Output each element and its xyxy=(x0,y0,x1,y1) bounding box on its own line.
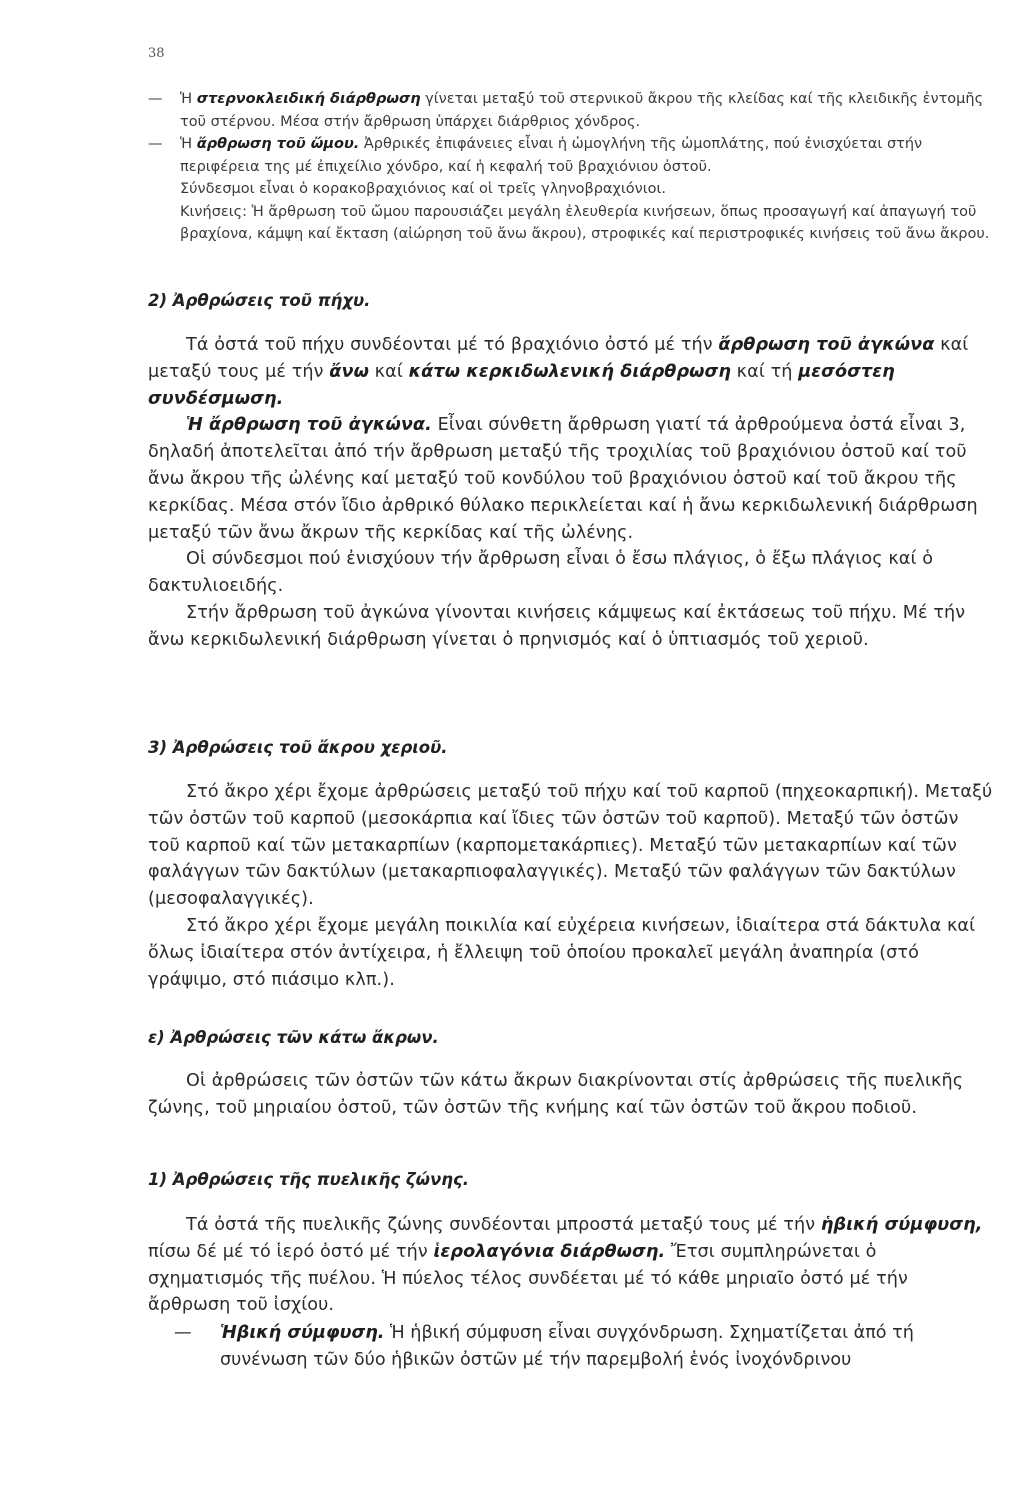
bold-term: ἄνω xyxy=(329,361,369,382)
bold-term: Ἡβική σύμφυση. xyxy=(220,1323,385,1343)
item-prefix: Ἡ xyxy=(180,91,197,107)
section-body xyxy=(148,779,993,993)
paragraph: Οἱ σύνδεσμοι πού ἐνισχύουν τήν ἄρθρωση εἶναι ὁ ἔσω πλάγιος, ὁ ἔξω πλάγιος καί ὁ δακτυλιοειδής. xyxy=(148,549,934,597)
bold-term: ἄρθρωση τοῦ ὤμου. xyxy=(196,136,360,152)
section-body xyxy=(148,1068,993,1122)
paragraph: Στό ἄκρο χέρι ἔχομε μεγάλη ποικιλία καί εὐχέρεια κινήσεων, ἰδιαίτερα στά δάκτυλα καί ὅλως ἰδιαίτερα στόν ἀντίχειρα, ἡ ἔλλειψη τοῦ ὁποίου προκαλεῖ μεγάλη ἀναπηρία (στό γράψιμο, στό πιάσιμο κλπ.). xyxy=(148,915,976,990)
text-run: Εἶναι σύνθετη ἄρθρωση γιατί τά ἀρθρούμενα ὀστά εἶναι 3, δηλαδή ἀποτελεῖται ἀπό τήν ἄρθρωση μεταξύ τῆς τροχιλίας τοῦ βραχιόνιου ὀστοῦ καί τοῦ ἄνω ἄκρου τῆς ὠλένης καί μεταξύ τοῦ κονδύλου τοῦ βραχιόνιου ὀστοῦ καί τοῦ ἄκρου τῆς κερκίδας. Μέσα στόν ἴδιο ἀρθρικό θύλακο περικλείεται καί ἡ ἄνω κερκιδωλενική διάρθρωση μεταξύ τῶν ἄνω ἄκρων τῆς κερκίδας καί τῆς ὠλένης. xyxy=(148,415,978,543)
bold-term: στερνοκλειδική διάρθρωση xyxy=(196,91,421,107)
text-run: Τά ὀστά τῆς πυελικῆς ζώνης συνδέονται μπροστά μεταξύ τους μέ τήν xyxy=(186,1215,821,1235)
paragraph: Στό ἄκρο χέρι ἔχομε ἀρθρώσεις μεταξύ τοῦ πήχυ καί τοῦ καρποῦ (πηχεοκαρπική). Μεταξύ τῶν ὀστῶν τοῦ καρποῦ (μεσοκάρπια καί ἴδιες τῶν ὀστῶν τοῦ καρποῦ). Μεταξύ τῶν ὀστῶν τοῦ καρποῦ καί τῶν μετακαρπίων (καρπομετακάρπιες). Μεταξύ τῶν μετακαρπίων καί τῶν φαλάγγων τῶν δακτύλων (μετακαρπιοφαλαγγικές). Μεταξύ τῶν φαλάγγων τῶν δακτύλων (μεσοφαλαγγικές). xyxy=(148,782,993,910)
section-heading: ε) Ἀρθρώσεις τῶν κάτω ἄκρων. xyxy=(148,1028,439,1047)
bold-term: μεσόστεη συνδέσμωση. xyxy=(148,361,895,409)
bold-term: κάτω κερκιδωλενική διάρθρωση xyxy=(408,361,731,382)
list-item-pubic-symphysis xyxy=(148,1320,993,1374)
section-heading: 1) Ἀρθρώσεις τῆς πυελικῆς ζώνης. xyxy=(148,1170,469,1189)
section-heading: 3) Ἀρθρώσεις τοῦ ἄκρου χεριοῦ. xyxy=(148,738,448,757)
text-run: Ἔτσι συμπληρώνεται ὁ σχηματισμός τῆς πυέλου. Ἡ πύελος τέλος συνδέεται μέ τό κάθε μηριαῖο ὀστό μέ τήν ἄρθρωση τοῦ ἰσχίου. xyxy=(148,1241,908,1316)
dash-marker: — xyxy=(174,1323,192,1343)
text-run: πίσω δέ μέ τό ἱερό ὀστό μέ τήν xyxy=(148,1241,434,1262)
page-number: 38 xyxy=(148,46,165,61)
bold-term: ἡβική σύμφυση, xyxy=(820,1215,983,1235)
section-body xyxy=(148,1212,993,1319)
list-item-shoulder-joint xyxy=(148,133,993,178)
paragraph xyxy=(148,1212,993,1319)
paragraph: Στήν ἄρθρωση τοῦ ἀγκώνα γίνονται κινήσεις κάμψεως καί ἐκτάσεως τοῦ πήχυ. Μέ τήν ἄνω κερκιδωλενική διάρθρωση γίνεται ὁ πρηνισμός καί ὁ ὑπτιασμός τοῦ χεριοῦ. xyxy=(148,602,966,650)
bold-term: Ἡ ἄρθρωση τοῦ ἀγκώνα. xyxy=(186,415,432,436)
item-prefix: Ἡ xyxy=(180,136,197,152)
movements-text: Κινήσεις: Ἡ ἄρθρωση τοῦ ὤμου παρουσιάζει μεγάλη ἐλευθερία κινήσεων, ὅπως προσαγωγή καί ἀπαγωγή τοῦ βραχίονα, κάμψη καί ἔκταση (αἰώρηση τοῦ ἄνω ἄκρου), στροφικές καί περιστροφικές κινήσεις τοῦ ἄνω ἄκρου. xyxy=(180,203,990,242)
item-text xyxy=(148,1320,993,1374)
bold-term: ἄρθρωση τοῦ ἀγκώνα xyxy=(718,335,935,355)
text-run: Ἡ ἡβική σύμφυση εἶναι συγχόνδρωση. Σχηματίζεται ἀπό τή συνένωση τῶν δύο ἡβικῶν ὀστῶν μέ τήν παρεμβολή ἑνός ἰνοχόνδρινου xyxy=(220,1323,914,1370)
paragraph xyxy=(148,332,993,412)
text-run: Τά ὀστά τοῦ πήχυ συνδέονται μέ τό βραχιόνιο ὀστό μέ τήν xyxy=(186,335,719,355)
list-item-sternoclavicular xyxy=(148,88,993,133)
item-text: γίνεται μεταξύ τοῦ στερνικοῦ ἄκρου τῆς κλείδας καί τῆς κλειδικῆς ἐντομῆς τοῦ στέρνου. Μέσα στήν ἄρθρωση ὑπάρχει διάρθριος χόνδρος. xyxy=(180,91,984,130)
dash-marker: — xyxy=(148,136,163,152)
section-heading: 2) Ἀρθρώσεις τοῦ πήχυ. xyxy=(148,291,371,310)
text-run: καί τή xyxy=(730,361,799,382)
paragraph: Οἱ ἀρθρώσεις τῶν ὀστῶν τῶν κάτω ἄκρων διακρίνονται στίς ἀρθρώσεις τῆς πυελικῆς ζώνης, τοῦ μηριαίου ὀστοῦ, τῶν ὀστῶν τῆς κνήμης καί τῶν ὀστῶν τοῦ ἄκρου ποδιοῦ. xyxy=(148,1071,964,1118)
paragraph xyxy=(148,412,993,546)
ligaments-text: Σύνδεσμοι εἶναι ὁ κορακοβραχιόνιος καί οἱ τρεῖς γληνοβραχιόνιοι. xyxy=(180,181,667,197)
dash-marker: — xyxy=(148,91,163,107)
section-body xyxy=(148,332,993,654)
text-run: καί μεταξύ τους μέ τήν xyxy=(148,335,969,382)
small-text-block xyxy=(148,88,993,246)
bold-term: ἱερολαγόνια διάρθωση. xyxy=(433,1241,666,1262)
item-text: Ἀρθρικές ἐπιφάνειες εἶναι ἡ ὠμογλήνη τῆς ὠμοπλάτης, πού ἐνισχύεται στήν περιφέρεια της μέ ἐπιχείλιο χόνδρο, καί ἡ κεφαλή τοῦ βραχιόνιου ὀστοῦ. xyxy=(180,136,923,175)
text-run: καί xyxy=(368,361,409,382)
